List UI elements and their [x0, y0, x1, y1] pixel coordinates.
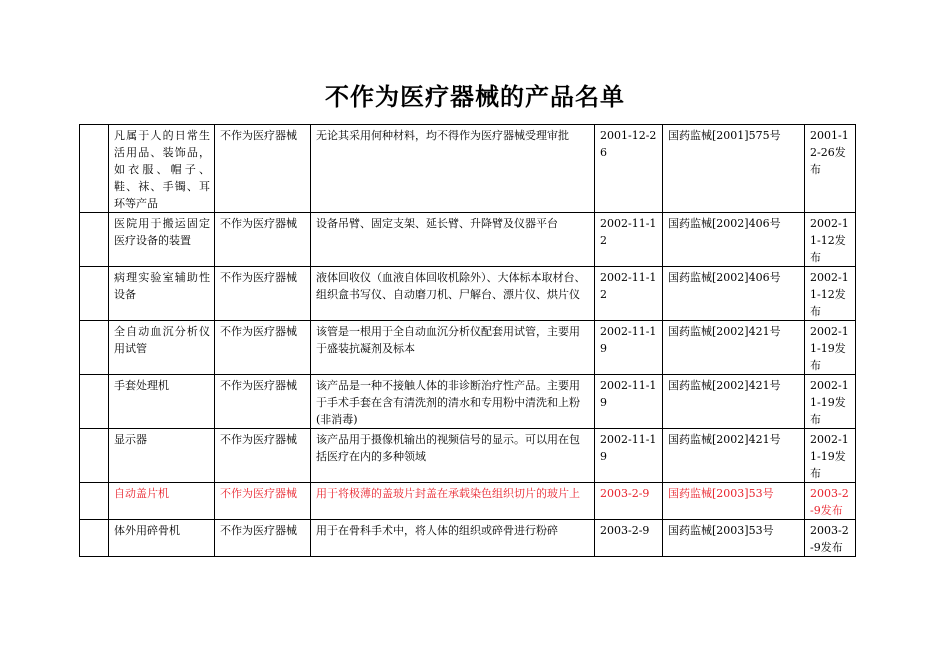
release-cell: 2002-11-12发布	[805, 267, 856, 321]
document-number-cell: 国药监械[2002]421号	[663, 429, 805, 483]
table-row	[80, 520, 856, 557]
category-cell: 不作为医疗器械	[215, 375, 311, 429]
description-cell: 无论其采用何种材料，均不得作为医疗器械受理审批	[311, 125, 595, 213]
product-name-cell: 医院用于搬运固定医疗设备的装置	[109, 213, 215, 267]
date-cell: 2002-11-19	[595, 429, 663, 483]
row-index-cell	[80, 375, 109, 429]
table-row	[80, 321, 856, 375]
row-index-cell	[80, 213, 109, 267]
document-number-cell: 国药监械[2002]421号	[663, 375, 805, 429]
document-number-cell: 国药监械[2002]406号	[663, 213, 805, 267]
release-cell: 2002-11-12发布	[805, 213, 856, 267]
product-name-cell: 手套处理机	[109, 375, 215, 429]
release-cell: 2001-12-26发布	[805, 125, 856, 213]
row-index-cell	[80, 125, 109, 213]
page-title: 不作为医疗器械的产品名单	[325, 83, 625, 111]
release-cell: 2003-2-9发布	[805, 520, 856, 557]
description-cell: 设备吊臂、固定支架、延长臂、升降臂及仪器平台	[311, 213, 595, 267]
description-cell: 用于在骨科手术中，将人体的组织或碎骨进行粉碎	[311, 520, 595, 557]
date-cell: 2002-11-12	[595, 267, 663, 321]
table-row	[80, 213, 856, 267]
date-cell: 2003-2-9	[595, 483, 663, 520]
table-body	[80, 125, 856, 557]
category-cell: 不作为医疗器械	[215, 429, 311, 483]
category-cell: 不作为医疗器械	[215, 321, 311, 375]
release-cell: 2003-2-9发布	[805, 483, 856, 520]
category-cell: 不作为医疗器械	[215, 520, 311, 557]
release-cell: 2002-11-19发布	[805, 321, 856, 375]
product-name-cell: 显示器	[109, 429, 215, 483]
product-table	[79, 124, 856, 557]
description-cell: 该产品用于摄像机输出的视频信号的显示。可以用在包括医疗在内的多种领域	[311, 429, 595, 483]
row-index-cell	[80, 321, 109, 375]
description-cell: 液体回收仪（血液自体回收机除外）、大体标本取材台、组织盒书写仪、自动磨刀机、尸解台、漂片仪、烘片仪	[311, 267, 595, 321]
row-index-cell	[80, 267, 109, 321]
table-row	[80, 267, 856, 321]
category-cell: 不作为医疗器械	[215, 483, 311, 520]
row-index-cell	[80, 429, 109, 483]
date-cell: 2003-2-9	[595, 520, 663, 557]
category-cell: 不作为医疗器械	[215, 213, 311, 267]
product-name-cell: 病理实验室辅助性设备	[109, 267, 215, 321]
date-cell: 2002-11-19	[595, 321, 663, 375]
table-row	[80, 429, 856, 483]
description-cell: 该产品是一种不接触人体的非诊断治疗性产品。主要用于手术手套在含有清洗剂的清水和专用粉中清洗和上粉(非消毒)	[311, 375, 595, 429]
row-index-cell	[80, 483, 109, 520]
date-cell: 2002-11-19	[595, 375, 663, 429]
document-number-cell: 国药监械[2003]53号	[663, 520, 805, 557]
row-index-cell	[80, 520, 109, 557]
table-row	[80, 375, 856, 429]
document-number-cell: 国药监械[2003]53号	[663, 483, 805, 520]
date-cell: 2001-12-26	[595, 125, 663, 213]
category-cell: 不作为医疗器械	[215, 125, 311, 213]
category-cell: 不作为医疗器械	[215, 267, 311, 321]
table-row	[80, 483, 856, 520]
release-cell: 2002-11-19发布	[805, 429, 856, 483]
product-name-cell: 自动盖片机	[109, 483, 215, 520]
date-cell: 2002-11-12	[595, 213, 663, 267]
document-number-cell: 国药监械[2002]421号	[663, 321, 805, 375]
document-number-cell: 国药监械[2001]575号	[663, 125, 805, 213]
document-number-cell: 国药监械[2002]406号	[663, 267, 805, 321]
product-name-cell: 全自动血沉分析仪用试管	[109, 321, 215, 375]
release-cell: 2002-11-19发布	[805, 375, 856, 429]
table-row	[80, 125, 856, 213]
description-cell: 用于将极薄的盖玻片封盖在承载染色组织切片的玻片上	[311, 483, 595, 520]
product-name-cell: 体外用碎骨机	[109, 520, 215, 557]
description-cell: 该管是一根用于全自动血沉分析仪配套用试管，主要用于盛装抗凝剂及标本	[311, 321, 595, 375]
product-name-cell: 凡属于人的日常生活用品、装饰品，如衣服、帽子、鞋、袜、手镯、耳环等产品	[109, 125, 215, 213]
